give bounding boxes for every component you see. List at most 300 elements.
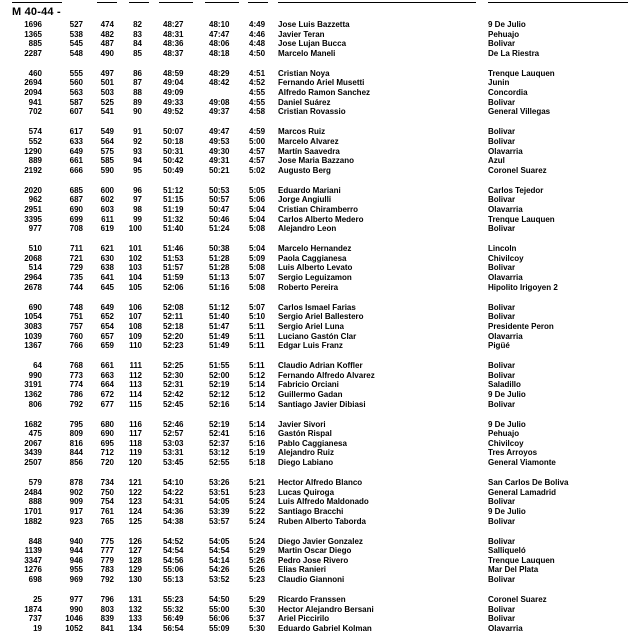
- runner-name-cell: Pablo Caggianesa: [278, 438, 347, 448]
- header-rule: [248, 2, 268, 3]
- header-rule: [129, 2, 149, 3]
- table-row: [0, 458, 634, 468]
- overall-position-cell: 748: [69, 302, 83, 312]
- chip-time-cell: 53:26: [209, 478, 230, 488]
- city-cell: General Villegas: [488, 107, 551, 117]
- chip-time-cell: 49:53: [209, 136, 230, 146]
- overall-position-cell: 548: [69, 48, 83, 58]
- pace-cell: 5:04: [249, 244, 266, 254]
- chip-time-cell: 49:31: [209, 156, 230, 166]
- runner-name-cell: Eduardo Gabriel Kolman: [278, 623, 372, 633]
- chip-time-cell: 54:54: [209, 546, 230, 556]
- city-cell: Azul: [488, 156, 505, 166]
- table-row: [0, 497, 634, 507]
- table-row: [0, 273, 634, 283]
- city-cell: Olavarria: [488, 623, 523, 633]
- city-cell: Bolivar: [488, 195, 516, 205]
- table-row: [0, 400, 634, 410]
- bib-number-cell: 3191: [24, 380, 42, 390]
- runner-name-cell: Roberto Pereira: [278, 282, 339, 292]
- gun-time-cell: 50:18: [163, 136, 184, 146]
- city-cell: Coronel Suarez: [488, 595, 547, 605]
- city-cell: Presidente Peron: [488, 321, 554, 331]
- overall-position-cell: 560: [69, 78, 83, 88]
- category-position-cell: 119: [129, 448, 142, 458]
- pace-cell: 5:22: [249, 506, 266, 516]
- city-cell: 9 De Julio: [488, 506, 526, 516]
- city-cell: Bolivar: [488, 575, 516, 584]
- gender-position-cell: 641: [100, 273, 114, 283]
- gun-time-cell: 49:52: [163, 107, 184, 117]
- category-position-cell: 130: [128, 575, 142, 584]
- results-group: [0, 361, 634, 409]
- gender-position-cell: 841: [100, 623, 114, 633]
- gender-position-cell: 590: [100, 165, 114, 175]
- category-position-cell: 92: [133, 136, 142, 146]
- city-cell: Pehuajo: [488, 429, 520, 439]
- pace-cell: 5:02: [249, 165, 266, 175]
- gender-position-cell: 497: [100, 68, 114, 78]
- table-row: [0, 39, 634, 49]
- gender-position-cell: 630: [100, 253, 114, 263]
- bib-number-cell: 1682: [24, 419, 42, 429]
- header-rule: [278, 2, 476, 3]
- bib-number-cell: 977: [28, 224, 42, 234]
- bib-number-cell: 1701: [24, 506, 42, 516]
- gun-time-cell: 54:36: [163, 506, 184, 516]
- category-position-cell: 93: [133, 146, 142, 156]
- chip-time-cell: 53:52: [209, 575, 230, 584]
- chip-time-cell: 53:51: [209, 487, 230, 497]
- bib-number-cell: 1882: [24, 516, 42, 526]
- chip-time-cell: 47:47: [209, 29, 230, 39]
- gun-time-cell: 48:31: [163, 29, 184, 39]
- bib-number-cell: 889: [28, 156, 42, 166]
- table-row: [0, 322, 634, 332]
- chip-time-cell: 51:24: [209, 224, 230, 234]
- bib-number-cell: 3347: [24, 555, 42, 565]
- gender-position-cell: 541: [100, 107, 114, 117]
- overall-position-cell: 940: [69, 536, 83, 546]
- gender-position-cell: 663: [100, 370, 114, 380]
- category-position-cell: 134: [128, 623, 142, 633]
- bib-number-cell: 475: [28, 429, 42, 439]
- chip-time-cell: 54:05: [209, 536, 230, 546]
- bib-number-cell: 2067: [24, 438, 42, 448]
- city-cell: Bolivar: [488, 536, 516, 546]
- runner-name-cell: Sergio Leguizamon: [278, 273, 352, 283]
- gender-position-cell: 564: [100, 136, 114, 146]
- pace-cell: 5:30: [249, 623, 266, 633]
- gender-position-cell: 503: [100, 88, 114, 98]
- pace-cell: 4:57: [249, 156, 266, 166]
- overall-position-cell: 661: [69, 156, 83, 166]
- city-cell: Trenque Lauquen: [488, 68, 555, 78]
- chip-time-cell: 52:19: [209, 419, 230, 429]
- chip-time-cell: 51:28: [209, 263, 230, 273]
- runner-name-cell: Cristian Rovassio: [278, 107, 346, 117]
- pace-cell: 5:16: [249, 429, 266, 439]
- city-cell: Pehuajo: [488, 29, 520, 39]
- chip-time-cell: 48:06: [209, 39, 230, 49]
- gender-position-cell: 585: [100, 156, 114, 166]
- city-cell: Bolivar: [488, 136, 516, 146]
- bib-number-cell: 2094: [24, 88, 42, 98]
- gun-time-cell: 54:10: [163, 478, 184, 488]
- bib-number-cell: 698: [28, 575, 42, 584]
- overall-position-cell: 844: [69, 448, 83, 458]
- table-row: [0, 303, 634, 313]
- overall-position-cell: 708: [69, 224, 83, 234]
- city-cell: Salliqueló: [488, 546, 526, 556]
- table-row: [0, 263, 634, 273]
- chip-time-cell: 50:21: [209, 165, 230, 175]
- gender-position-cell: 765: [100, 516, 114, 526]
- overall-position-cell: 721: [69, 253, 83, 263]
- gun-time-cell: 55:32: [163, 604, 184, 614]
- gun-time-cell: 52:20: [163, 331, 184, 341]
- gender-position-cell: 575: [100, 146, 114, 156]
- bib-number-cell: 3439: [24, 448, 42, 458]
- gender-position-cell: 638: [100, 263, 114, 273]
- table-row: [0, 88, 634, 98]
- city-cell: Bolivar: [488, 97, 516, 107]
- pace-cell: 4:58: [249, 107, 266, 117]
- chip-time-cell: 48:42: [209, 78, 230, 88]
- table-row: [0, 371, 634, 381]
- table-row: [0, 137, 634, 147]
- gun-time-cell: 50:42: [163, 156, 184, 166]
- pace-cell: 5:37: [249, 614, 266, 624]
- overall-position-cell: 786: [69, 390, 83, 399]
- city-cell: Trenque Lauquen: [488, 555, 555, 565]
- header-rule: [488, 2, 628, 3]
- bib-number-cell: 460: [28, 68, 42, 78]
- table-row: [0, 605, 634, 615]
- category-position-cell: 97: [133, 195, 142, 205]
- bib-number-cell: 2484: [24, 487, 42, 497]
- pace-cell: 5:23: [249, 575, 266, 584]
- city-cell: Saladillo: [488, 380, 521, 390]
- gun-time-cell: 49:09: [163, 88, 184, 98]
- runner-name-cell: Carlos Alberto Medero: [278, 214, 364, 224]
- category-position-cell: 126: [128, 536, 142, 546]
- bib-number-cell: 690: [28, 302, 42, 312]
- runner-name-cell: Diego Javier Gonzalez: [278, 536, 363, 546]
- overall-position-cell: 545: [69, 39, 83, 49]
- table-row: [0, 312, 634, 322]
- runner-name-cell: Alejandro Leon: [278, 224, 337, 234]
- city-cell: Tres Arroyos: [488, 448, 538, 458]
- chip-time-cell: 51:28: [209, 253, 230, 263]
- pace-cell: 5:16: [249, 438, 266, 448]
- runner-name-cell: Jose Lujan Bucca: [278, 39, 347, 49]
- pace-cell: 4:50: [249, 48, 266, 58]
- runner-name-cell: Marcos Ruiz: [278, 127, 326, 137]
- gender-position-cell: 600: [100, 185, 114, 195]
- table-row: [0, 244, 634, 254]
- chip-time-cell: 52:16: [209, 399, 230, 409]
- overall-position-cell: 757: [69, 321, 83, 331]
- runner-name-cell: Luis Alberto Levato: [278, 263, 353, 273]
- chip-time-cell: 51:49: [209, 331, 230, 341]
- overall-position-cell: 809: [69, 429, 83, 439]
- runner-name-cell: Hector Alejandro Bersani: [278, 604, 374, 614]
- overall-position-cell: 766: [69, 341, 83, 351]
- category-position-cell: 91: [133, 127, 142, 137]
- category-position-cell: 108: [128, 321, 142, 331]
- category-position-cell: 88: [133, 88, 142, 98]
- table-row: [0, 205, 634, 215]
- city-cell: Bolivar: [488, 224, 516, 234]
- overall-position-cell: 795: [69, 419, 83, 429]
- table-row: [0, 332, 634, 342]
- gun-time-cell: 54:38: [163, 516, 184, 526]
- city-cell: General Viamonte: [488, 458, 556, 468]
- chip-time-cell: 51:13: [209, 273, 230, 283]
- overall-position-cell: 685: [69, 185, 83, 195]
- pace-cell: 5:07: [249, 273, 266, 283]
- chip-time-cell: 51:47: [209, 321, 230, 331]
- table-row: [0, 488, 634, 498]
- gender-position-cell: 611: [101, 214, 114, 224]
- runner-name-cell: Jose Luis Bazzetta: [278, 20, 350, 29]
- gender-position-cell: 490: [100, 48, 114, 58]
- bib-number-cell: 806: [28, 399, 42, 409]
- bib-number-cell: 1276: [24, 565, 42, 575]
- gun-time-cell: 52:46: [163, 419, 184, 429]
- overall-position-cell: 768: [69, 361, 83, 371]
- chip-time-cell: 48:18: [209, 48, 230, 58]
- chip-time-cell: 49:08: [209, 97, 230, 107]
- table-row: [0, 565, 634, 575]
- category-position-cell: 110: [129, 341, 142, 351]
- bib-number-cell: 2951: [24, 205, 42, 214]
- table-row: [0, 127, 634, 137]
- gender-position-cell: 549: [100, 127, 114, 137]
- category-position-cell: 85: [133, 48, 142, 58]
- gender-position-cell: 664: [100, 380, 114, 390]
- table-row: [0, 478, 634, 488]
- category-position-cell: 116: [129, 419, 142, 429]
- chip-time-cell: 54:05: [209, 497, 230, 507]
- pace-cell: 5:11: [249, 361, 265, 371]
- overall-position-cell: 617: [69, 127, 83, 137]
- overall-position-cell: 587: [69, 97, 83, 107]
- bib-number-cell: 2507: [24, 458, 42, 468]
- gender-position-cell: 796: [100, 595, 114, 605]
- runner-name-cell: Ariel Piccirilo: [278, 614, 330, 624]
- bib-number-cell: 885: [28, 39, 42, 49]
- city-cell: Junin: [488, 78, 510, 88]
- chip-time-cell: 50:53: [209, 185, 230, 195]
- category-position-cell: 115: [129, 399, 142, 409]
- runner-name-cell: Santiago Bracchi: [278, 506, 344, 516]
- overall-position-cell: 633: [69, 136, 83, 146]
- category-position-cell: 83: [133, 29, 142, 39]
- overall-position-cell: 1046: [65, 614, 83, 624]
- gender-position-cell: 775: [100, 536, 114, 546]
- runner-name-cell: Daniel Suárez: [278, 97, 331, 107]
- chip-time-cell: 51:40: [209, 312, 230, 322]
- city-cell: Bolivar: [488, 516, 516, 526]
- gun-time-cell: 55:13: [163, 575, 184, 584]
- city-cell: Bolivar: [488, 604, 516, 614]
- chip-time-cell: 49:30: [209, 146, 230, 156]
- city-cell: Chivilcoy: [488, 253, 524, 263]
- table-row: [0, 166, 634, 176]
- overall-position-cell: 607: [69, 107, 83, 117]
- results-group: [0, 420, 634, 468]
- overall-position-cell: 711: [70, 244, 83, 254]
- pace-cell: 5:18: [249, 458, 266, 468]
- gun-time-cell: 54:52: [163, 536, 184, 546]
- overall-position-cell: 977: [69, 595, 83, 605]
- runner-name-cell: Cristian Noya: [278, 68, 330, 78]
- table-row: [0, 195, 634, 205]
- city-cell: Bolivar: [488, 370, 516, 380]
- gun-time-cell: 51:15: [163, 195, 184, 205]
- category-position-cell: 128: [128, 555, 142, 565]
- city-cell: Mar Del Plata: [488, 565, 539, 575]
- city-cell: 9 De Julio: [488, 20, 526, 29]
- bib-number-cell: 574: [28, 127, 42, 137]
- overall-position-cell: 969: [69, 575, 83, 584]
- city-cell: Pigüé: [488, 341, 510, 351]
- chip-time-cell: 51:49: [209, 341, 230, 351]
- pace-cell: 5:08: [249, 282, 266, 292]
- gun-time-cell: 50:31: [163, 146, 184, 156]
- city-cell: Bolivar: [488, 39, 516, 49]
- results-group: [0, 303, 634, 351]
- gun-time-cell: 52:42: [163, 390, 184, 399]
- gender-position-cell: 659: [100, 341, 114, 351]
- chip-time-cell: 52:37: [209, 438, 230, 448]
- bib-number-cell: 64: [33, 361, 42, 371]
- table-row: [0, 98, 634, 108]
- category-position-cell: 82: [133, 20, 142, 29]
- category-position-cell: 123: [128, 497, 142, 507]
- pace-cell: 5:24: [249, 516, 266, 526]
- gender-position-cell: 603: [100, 205, 114, 214]
- overall-position-cell: 687: [69, 195, 83, 205]
- table-row: [0, 224, 634, 234]
- city-cell: Olavarria: [488, 273, 523, 283]
- runner-name-cell: Marcelo Maneli: [278, 48, 336, 58]
- bib-number-cell: 552: [28, 136, 42, 146]
- gun-time-cell: 53:03: [163, 438, 184, 448]
- category-position-cell: 129: [128, 565, 142, 575]
- chip-time-cell: 54:26: [209, 565, 230, 575]
- gun-time-cell: 54:22: [163, 487, 184, 497]
- category-position-cell: 90: [133, 107, 142, 117]
- chip-time-cell: 49:47: [209, 127, 230, 137]
- bib-number-cell: 3395: [24, 214, 42, 224]
- gender-position-cell: 654: [100, 321, 114, 331]
- bib-number-cell: 2068: [24, 253, 42, 263]
- table-row: [0, 186, 634, 196]
- pace-cell: 4:48: [249, 39, 266, 49]
- gender-position-cell: 657: [100, 331, 114, 341]
- chip-time-cell: 49:37: [209, 107, 230, 117]
- overall-position-cell: 774: [69, 380, 83, 390]
- gun-time-cell: 49:04: [163, 78, 184, 88]
- chip-time-cell: 50:47: [209, 205, 230, 214]
- chip-time-cell: 52:55: [209, 458, 230, 468]
- bib-number-cell: 737: [28, 614, 42, 624]
- header-rule: [159, 2, 193, 3]
- chip-time-cell: 52:00: [209, 370, 230, 380]
- bib-number-cell: 1362: [24, 390, 42, 399]
- pace-cell: 5:19: [249, 448, 266, 458]
- chip-time-cell: 54:50: [209, 595, 230, 605]
- gender-position-cell: 777: [100, 546, 114, 556]
- bib-number-cell: 25: [33, 595, 42, 605]
- overall-position-cell: 690: [69, 205, 83, 214]
- overall-position-cell: 792: [69, 399, 83, 409]
- category-position-cell: 133: [128, 614, 142, 624]
- table-row: [0, 595, 634, 605]
- city-cell: Hipolito Irigoyen 2: [488, 282, 558, 292]
- bib-number-cell: 510: [28, 244, 42, 254]
- gender-position-cell: 695: [100, 438, 114, 448]
- bib-number-cell: 1039: [24, 331, 42, 341]
- city-cell: Bolivar: [488, 263, 516, 273]
- overall-position-cell: 538: [69, 29, 83, 39]
- overall-position-cell: 527: [69, 20, 83, 29]
- pace-cell: 5:30: [249, 604, 266, 614]
- chip-time-cell: 55:09: [209, 623, 230, 633]
- pace-cell: 5:26: [249, 565, 266, 575]
- bib-number-cell: 990: [28, 370, 42, 380]
- chip-time-cell: 51:55: [209, 361, 230, 371]
- runner-name-cell: Martín Saavedra: [278, 146, 340, 156]
- category-position-cell: 107: [128, 312, 142, 322]
- bib-number-cell: 848: [28, 536, 42, 546]
- gun-time-cell: 54:56: [163, 555, 184, 565]
- overall-position-cell: 990: [69, 604, 83, 614]
- bib-number-cell: 19: [33, 623, 42, 633]
- gun-time-cell: 53:31: [163, 448, 184, 458]
- city-cell: Chivilcoy: [488, 438, 524, 448]
- category-position-cell: 84: [133, 39, 142, 49]
- gun-time-cell: 51:57: [163, 263, 184, 273]
- gun-time-cell: 51:40: [163, 224, 184, 234]
- overall-position-cell: 816: [69, 438, 83, 448]
- bib-number-cell: 1290: [24, 146, 42, 156]
- city-cell: Bolivar: [488, 127, 516, 137]
- category-position-cell: 122: [128, 487, 142, 497]
- runner-name-cell: Fabricio Orciani: [278, 380, 339, 390]
- pace-cell: 5:04: [249, 205, 266, 214]
- pace-cell: 5:26: [249, 555, 266, 565]
- pace-cell: 4:59: [249, 127, 266, 137]
- gender-position-cell: 474: [100, 20, 114, 29]
- chip-time-cell: 52:12: [209, 390, 230, 399]
- table-row: [0, 107, 634, 117]
- table-row: [0, 20, 634, 30]
- gun-time-cell: 51:46: [163, 244, 184, 254]
- table-row: [0, 215, 634, 225]
- overall-position-cell: 944: [69, 546, 83, 556]
- results-list: [0, 20, 634, 644]
- pace-cell: 5:14: [249, 419, 266, 429]
- bib-number-cell: 1696: [24, 20, 42, 29]
- gender-position-cell: 680: [100, 419, 114, 429]
- gun-time-cell: 55:23: [163, 595, 184, 605]
- table-row: [0, 614, 634, 624]
- pace-cell: 5:10: [249, 312, 266, 322]
